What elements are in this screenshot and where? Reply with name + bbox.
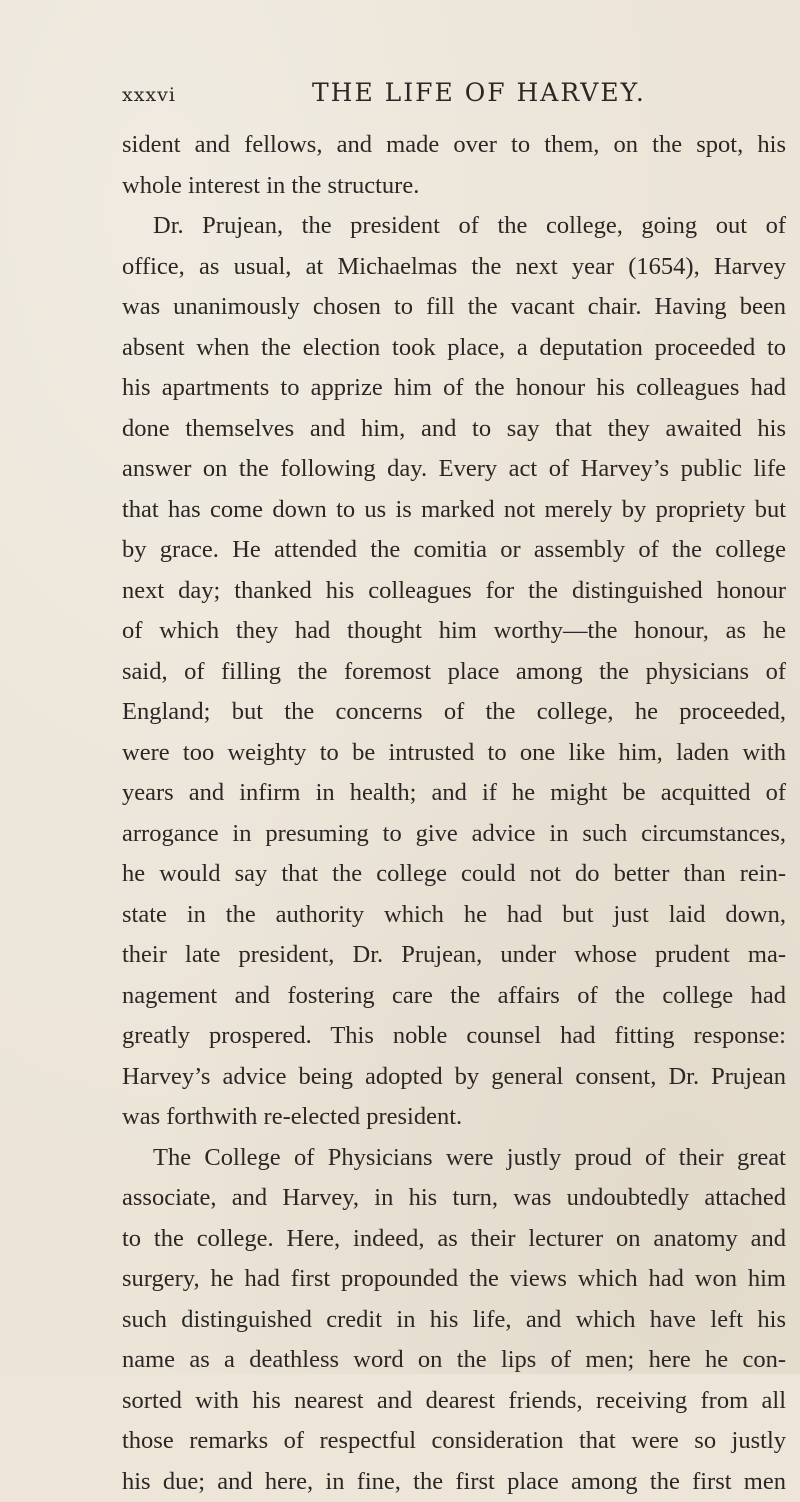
text-line: whole interest in the structure. [122,166,786,207]
running-title: THE LIFE OF HARVEY. [312,78,646,107]
text-line: nagement and fostering care the affairs of the college had [122,976,786,1017]
text-line: said, of filling the foremost place among the physicians of [122,652,786,693]
text-line: to the college. Here, indeed, as their lecturer on anatomy and [122,1219,786,1260]
text-line: sident and fellows, and made over to them, on the spot, his [122,125,786,166]
text-line: that has come down to us is marked not merely by propriety but [122,490,786,531]
text-line: those remarks of respectful consideration that were so justly [122,1421,786,1462]
text-line: absent when the election took place, a deputation proceeded to [122,328,786,369]
text-line: done themselves and him, and to say that they awaited his [122,409,786,450]
text-line: state in the authority which he had but just laid down, [122,895,786,936]
text-line: were too weighty to be intrusted to one like him, laden with [122,733,786,774]
text-line: next day; thanked his colleagues for the distinguished honour [122,571,786,612]
running-head [122,78,786,110]
text-line: was forthwith re-elected president. [122,1097,786,1138]
text-line: England; but the concerns of the college, he proceeded, [122,692,786,733]
text-line: office, as usual, at Michaelmas the next year (1654), Harvey [122,247,786,288]
text-line: his apartments to apprize him of the honour his colleagues had [122,368,786,409]
text-line: answer on the following day. Every act of Harvey’s public life [122,449,786,490]
text-line: he would say that the college could not do better than rein- [122,854,786,895]
text-line: years and infirm in health; and if he might be acquitted of [122,773,786,814]
text-line: arrogance in presuming to give advice in such circumstances, [122,814,786,855]
text-line: of which they had thought him worthy—the honour, as he [122,611,786,652]
text-line: surgery, he had first propounded the views which had won him [122,1259,786,1300]
text-line: their late president, Dr. Prujean, under whose prudent ma- [122,935,786,976]
text-line: greatly prospered. This noble counsel had fitting response: [122,1016,786,1057]
body-text [122,125,786,1502]
text-line: associate, and Harvey, in his turn, was undoubtedly attached [122,1178,786,1219]
text-line: Harvey’s advice being adopted by general consent, Dr. Prujean [122,1057,786,1098]
text-line: Dr. Prujean, the president of the college, going out of [122,206,786,247]
text-line: his due; and here, in fine, the first place among the first men [122,1462,786,1502]
text-line: name as a deathless word on the lips of men; here he con- [122,1340,786,1381]
text-line: sorted with his nearest and dearest friends, receiving from all [122,1381,786,1422]
text-line: by grace. He attended the comitia or assembly of the college [122,530,786,571]
page-number: xxxvi [122,84,176,106]
text-line: was unanimously chosen to fill the vacant chair. Having been [122,287,786,328]
text-line: such distinguished credit in his life, and which have left his [122,1300,786,1341]
text-line: The College of Physicians were justly proud of their great [122,1138,786,1179]
